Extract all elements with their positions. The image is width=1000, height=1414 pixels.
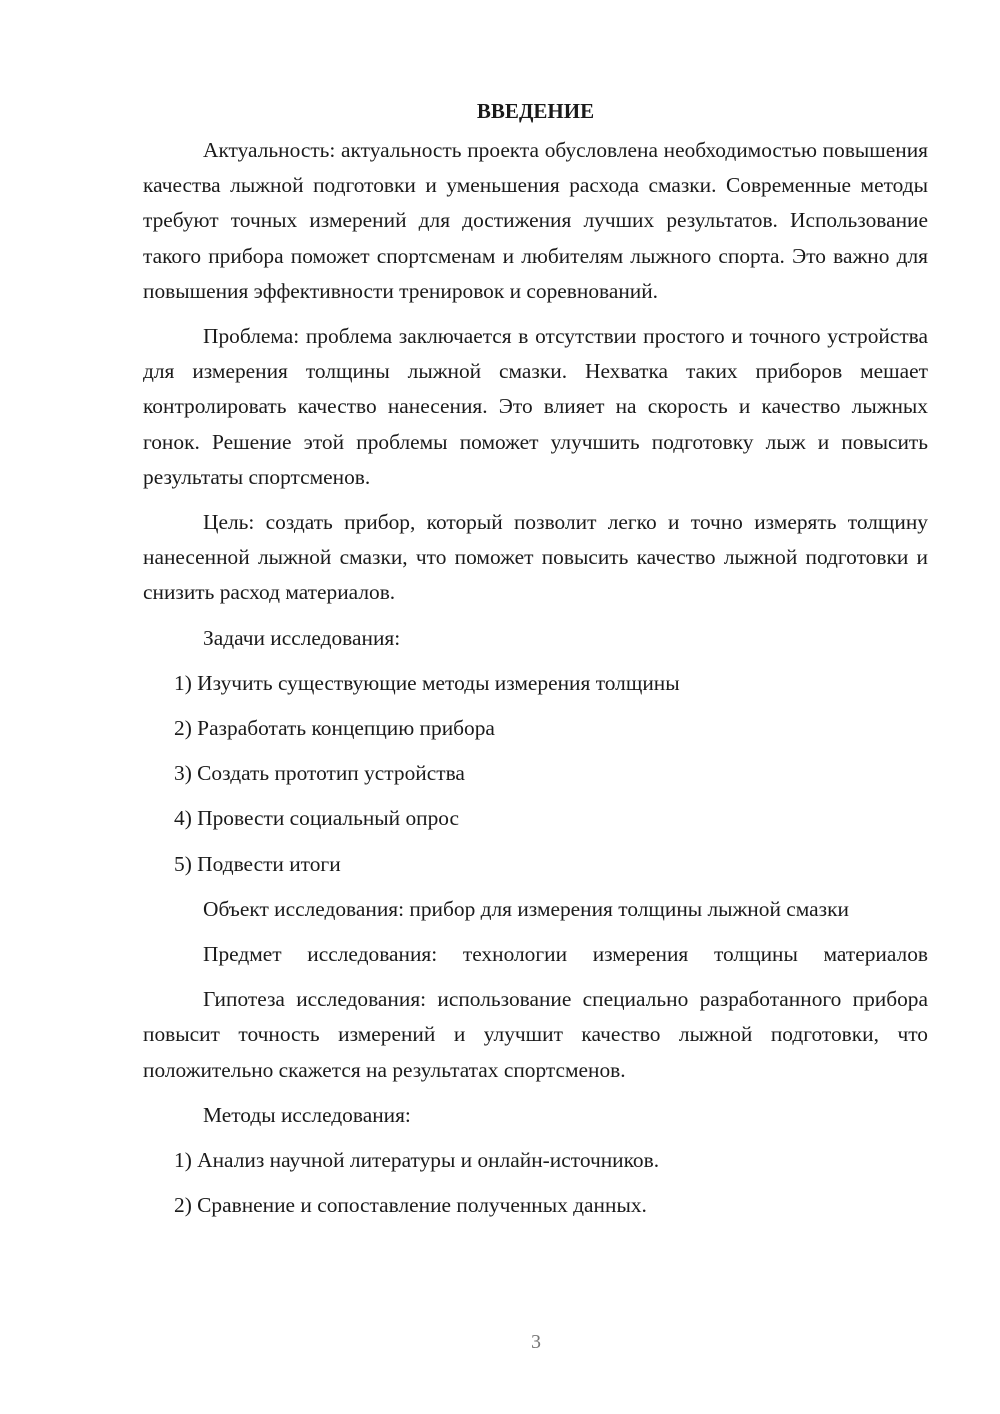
page-content xyxy=(143,94,928,1233)
task-item: 5) Подвести итоги xyxy=(174,851,341,876)
page-title: ВВЕДЕНИЕ xyxy=(476,99,595,123)
goal-paragraph: Цель: создать прибор, который позволит легко и точно измерять толщину нанесенной лыжной смазки, что поможет повысить качество лыжной подготовки и снизить расход материалов. xyxy=(143,510,928,605)
method-item: 2) Сравнение и сопоставление полученных данных. xyxy=(174,1193,647,1218)
method-item: 1) Анализ научной литературы и онлайн-источников. xyxy=(174,1148,660,1173)
task-item: 3) Создать прототип устройства xyxy=(174,761,465,786)
tasks-heading: Задачи исследования: xyxy=(203,625,401,650)
relevance-paragraph: Актуальность: актуальность проекта обусловлена необходимостью повышения качества лыжной подготовки и уменьшения расхода смазки. Современные методы требуют точных измерений для достижения лучших результатов. Использование такого прибора поможет спортсменам и любителям лыжного спорта. Это важно для повышения эффективности тренировок и соревнований. xyxy=(143,138,928,303)
task-item: 2) Разработать концепцию прибора xyxy=(174,716,495,741)
methods-heading: Методы исследования: xyxy=(203,1102,411,1127)
hypothesis-paragraph: Гипотеза исследования: использование специально разработанного прибора повысит точность измерений и улучшит качество лыжной подготовки, что положительно скажется на результатах спортсменов. xyxy=(143,987,928,1082)
page-number: 3 xyxy=(531,1331,541,1353)
task-item: 4) Провести социальный опрос xyxy=(174,806,460,831)
problem-paragraph: Проблема: проблема заключается в отсутствии простого и точного устройства для измерения толщины лыжной смазки. Нехватка таких приборов мешает контролировать качество нанесения. Это влияет на скорость и качество лыжных гонок. Решение этой проблемы поможет улучшить подготовку лыж и повысить результаты спортсменов. xyxy=(143,324,928,489)
task-item: 1) Изучить существующие методы измерения толщины xyxy=(174,670,680,695)
object-paragraph: Объект исследования: прибор для измерения толщины лыжной смазки xyxy=(203,896,849,921)
subject-paragraph: Предмет исследования: технологии измерения толщины материалов xyxy=(203,942,928,967)
